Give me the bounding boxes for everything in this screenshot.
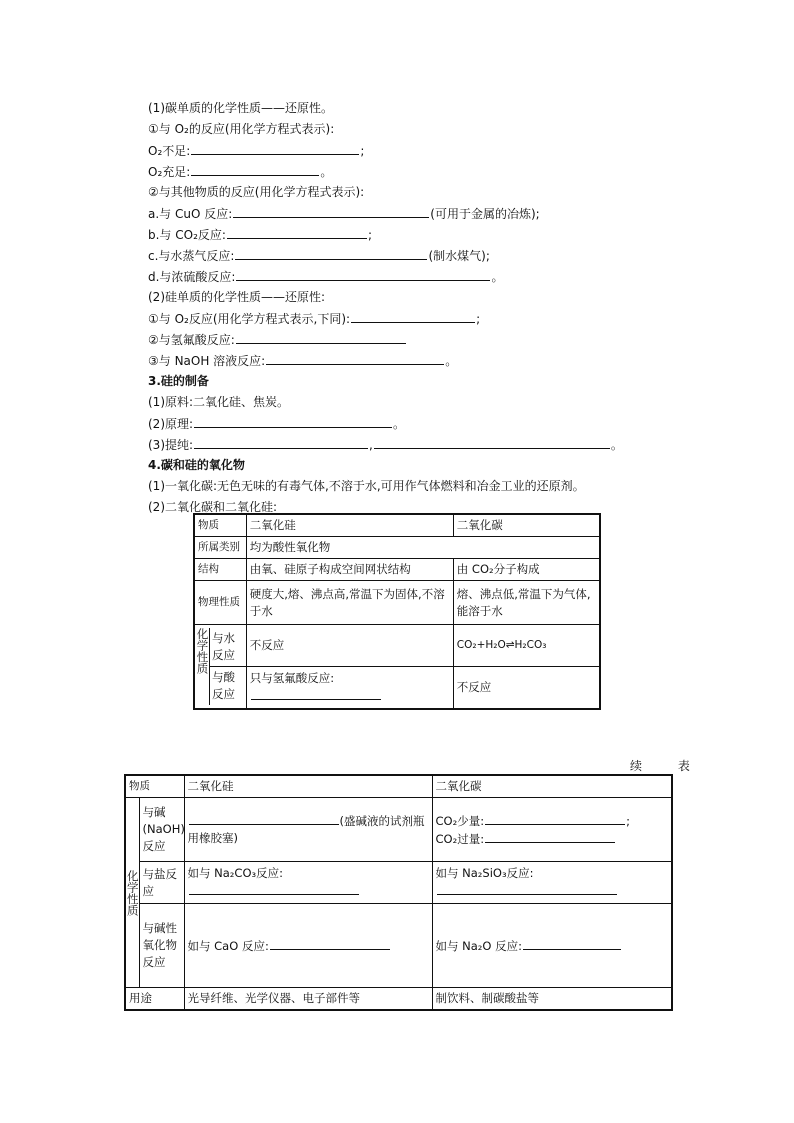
acid-sio2-cell [246, 667, 453, 709]
answer-blank[interactable] [523, 937, 621, 950]
basic-oxide-co2: 如与 Na₂O 反应: [435, 938, 522, 953]
base-co2-cell: CO₂少量: ; CO₂过量: [432, 798, 672, 862]
h2so4-label: d.与浓硫酸反应: [148, 270, 236, 284]
co2-excess-label: CO₂过量: [435, 831, 485, 846]
si-naoh-label: ③与 NaOH 溶液反应: [148, 354, 266, 368]
physical-co2: 熔、沸点低,常温下为气体,能溶于水 [453, 581, 600, 625]
water-sio2: 不反应 [246, 625, 453, 667]
answer-blank[interactable] [191, 163, 319, 176]
section1-item2: ②与其他物质的反应(用化学方程式表示): [148, 185, 365, 199]
steam-label: c.与水蒸气反应: [148, 249, 235, 263]
header-co2: 二氧化碳 [432, 775, 672, 798]
co2-label: b.与 CO₂反应: [148, 228, 226, 242]
header-sio2: 二氧化硅 [184, 775, 432, 798]
answer-blank[interactable] [266, 352, 444, 365]
water-co2: CO₂+H₂O⇌H₂CO₃ [453, 625, 600, 667]
answer-blank[interactable] [251, 687, 381, 700]
physical-label: 物理性质 [194, 581, 246, 625]
cuo-label: a.与 CuO 反应: [148, 207, 233, 221]
category-label: 所属类别 [194, 537, 246, 559]
h2so4-line: d.与浓硫酸反应: 。 [148, 270, 504, 284]
o2-insufficient-line: O₂不足: ; [148, 144, 365, 158]
comparison-table-2 [124, 774, 673, 1011]
si-hf-line [148, 331, 407, 347]
use-sio2: 光导纤维、光学仪器、电子部件等 [184, 988, 432, 1011]
si-o2-line: ①与 O₂反应(用化学方程式表示,下同): ; [148, 312, 481, 326]
chem-cell [194, 625, 246, 709]
physical-sio2: 硬度大,熔、沸点高,常温下为固体,不溶于水 [246, 581, 453, 625]
category-value: 均为酸性氧化物 [246, 537, 600, 559]
header-substance: 物质 [194, 514, 246, 537]
answer-blank[interactable] [374, 436, 610, 449]
water-label: 与水反应 [210, 628, 246, 667]
co-description: (1)一氧化碳:无色无味的有毒气体,不溶于水,可用作气体燃料和冶金工业的还原剂。 [148, 479, 585, 493]
answer-blank[interactable] [189, 882, 359, 895]
structure-co2: 由 CO₂分子构成 [453, 559, 600, 581]
steam-note: (制水煤气); [428, 249, 490, 263]
use-label: 用途 [125, 988, 184, 1011]
answer-blank[interactable] [191, 142, 359, 155]
o2-sufficient-label: O₂充足: [148, 165, 191, 179]
answer-blank[interactable] [189, 812, 339, 825]
continued-label: 续 表 [630, 759, 706, 773]
header-co2: 二氧化碳 [453, 514, 600, 537]
answer-blank[interactable] [437, 882, 617, 895]
co2-little-label: CO₂少量: [435, 813, 485, 828]
header-sio2: 二氧化硅 [246, 514, 453, 537]
section4-title: 4.碳和硅的氧化物 [148, 458, 245, 472]
header-substance: 物质 [125, 775, 184, 798]
answer-blank[interactable] [233, 205, 429, 218]
answer-blank[interactable] [485, 812, 625, 825]
section1-title: (1)碳单质的化学性质——还原性。 [148, 101, 333, 115]
raw-material: (1)原料:二氧化硅、焦炭。 [148, 395, 290, 409]
co2-sio2-heading: (2)二氧化碳和二氧化硅: [148, 500, 278, 514]
answer-blank[interactable] [270, 937, 390, 950]
base-sio2-note: (盛碱液的试剂瓶用橡胶塞) [187, 814, 425, 845]
acid-co2: 不反应 [453, 667, 600, 709]
use-co2: 制饮料、制碳酸盐等 [432, 988, 672, 1011]
si-o2-label: ①与 O₂反应(用化学方程式表示,下同): [148, 312, 351, 326]
answer-blank[interactable] [194, 415, 392, 428]
salt-co2: 如与 Na₂SiO₃反应: [435, 866, 534, 880]
basic-oxide-sio2-cell [184, 904, 432, 988]
answer-blank[interactable] [236, 268, 490, 281]
o2-insufficient-label: O₂不足: [148, 144, 191, 158]
si-naoh-line: ③与 NaOH 溶液反应: 。 [148, 354, 458, 368]
answer-blank[interactable] [236, 331, 406, 344]
principle-label: (2)原理: [148, 417, 194, 431]
salt-sio2-cell [184, 862, 432, 904]
section2-title: (2)硅单质的化学性质——还原性: [148, 290, 326, 304]
steam-line [148, 247, 490, 263]
answer-blank[interactable] [194, 436, 368, 449]
si-hf-label: ②与氢氟酸反应: [148, 333, 235, 347]
salt-label: 与盐反应 [139, 862, 184, 904]
base-label: 与碱(NaOH)反应 [139, 798, 184, 862]
salt-co2-cell [432, 862, 672, 904]
basic-oxide-sio2: 如与 CaO 反应: [187, 938, 269, 953]
purify-line: (3)提纯: , 。 [148, 438, 623, 452]
chem-label: 化学性质 [195, 628, 210, 705]
acid-sio2: 只与氢氟酸反应: [249, 670, 335, 685]
acid-label: 与酸反应 [212, 669, 235, 701]
cuo-line [148, 205, 540, 221]
cuo-note: (可用于金属的冶炼); [430, 207, 540, 221]
comparison-table-1 [193, 513, 601, 710]
basic-oxide-co2-cell [432, 904, 672, 988]
structure-label: 结构 [194, 559, 246, 581]
answer-blank[interactable] [227, 226, 367, 239]
answer-blank[interactable] [235, 247, 427, 260]
salt-sio2: 如与 Na₂CO₃反应: [187, 866, 283, 880]
answer-blank[interactable] [485, 830, 615, 843]
section3-title: 3.硅的制备 [148, 374, 209, 388]
o2-sufficient-line: O₂充足: 。 [148, 165, 333, 179]
structure-sio2: 由氧、硅原子构成空间网状结构 [246, 559, 453, 581]
base-sio2-cell [184, 798, 432, 862]
chem-label: 化学性质 [125, 798, 139, 988]
purify-label: (3)提纯: [148, 438, 194, 452]
basic-oxide-label: 与碱性氧化物反应 [139, 904, 184, 988]
section1-item1: ①与 O₂的反应(用化学方程式表示): [148, 122, 335, 136]
principle-line: (2)原理: 。 [148, 417, 406, 431]
co2-line: b.与 CO₂反应: ; [148, 228, 372, 242]
answer-blank[interactable] [351, 310, 475, 323]
